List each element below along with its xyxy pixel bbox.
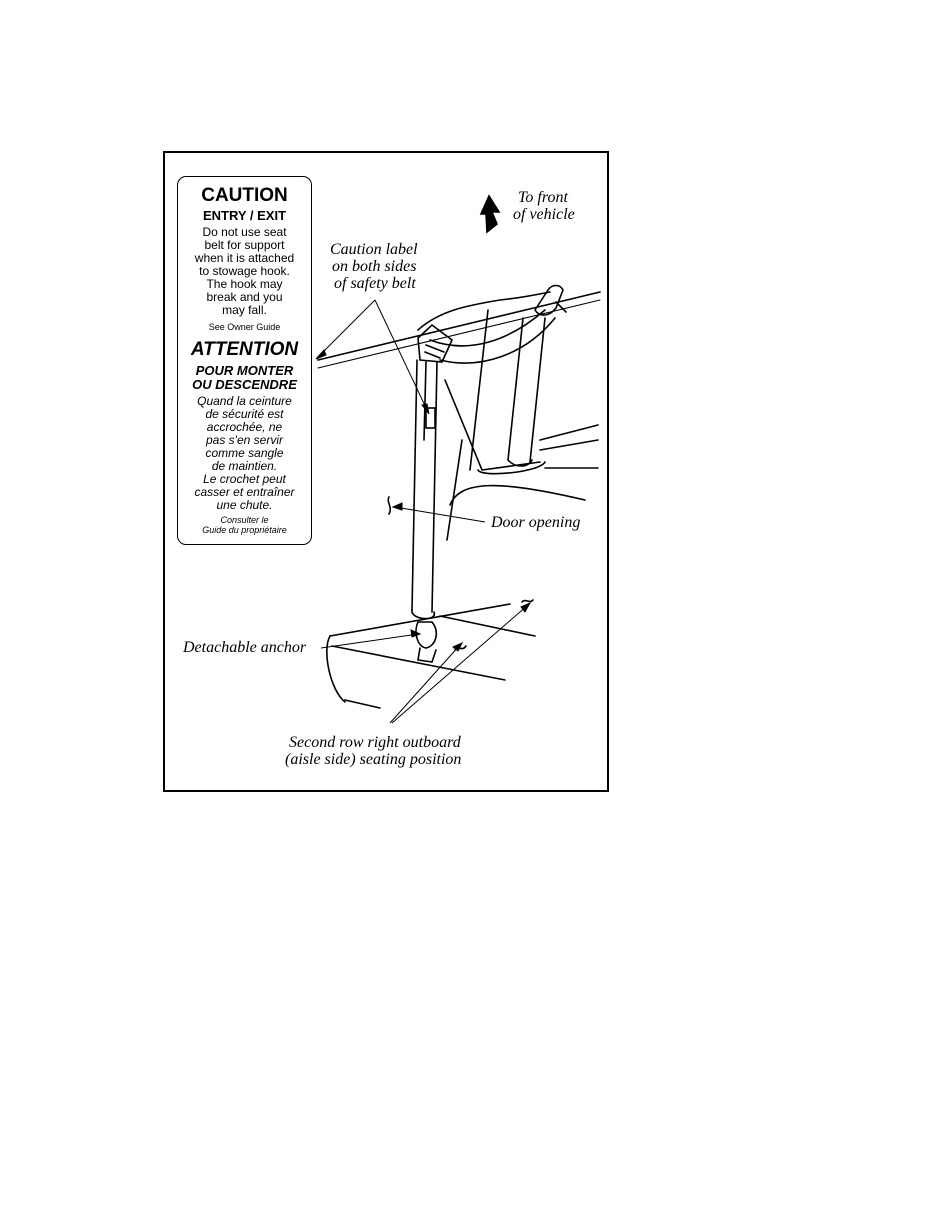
door-opening-label: Door opening bbox=[491, 514, 581, 531]
front-arrow-icon bbox=[481, 196, 499, 232]
consult-line: Consulter le bbox=[220, 515, 269, 525]
to-front-label: To front bbox=[518, 189, 568, 206]
caution-label-callout: on both sides bbox=[332, 258, 417, 275]
fr-heading: POUR MONTER bbox=[195, 363, 294, 378]
fr-heading: OU DESCENDRE bbox=[192, 377, 297, 392]
en-line: to stowage hook. bbox=[199, 264, 290, 278]
fr-line: Le crochet peut bbox=[203, 472, 286, 486]
en-line: break and you bbox=[206, 290, 283, 304]
seating-position-label: (aisle side) seating position bbox=[285, 751, 462, 768]
attention-title: ATTENTION bbox=[190, 339, 299, 360]
en-line: when it is attached bbox=[194, 251, 295, 265]
fr-line: accrochée, ne bbox=[206, 420, 283, 434]
see-owner-guide: See Owner Guide bbox=[208, 322, 281, 332]
en-line: belt for support bbox=[204, 238, 285, 252]
fr-line: Quand la ceinture bbox=[197, 394, 292, 408]
fr-line: une chute. bbox=[216, 498, 273, 512]
fr-line: pas s'en servir bbox=[206, 433, 283, 447]
caution-label-card bbox=[177, 176, 312, 545]
caution-label-callout: Caution label bbox=[330, 241, 418, 258]
to-front-label: of vehicle bbox=[513, 206, 575, 223]
fr-line: casser et entraîner bbox=[194, 485, 295, 499]
entry-exit-heading: ENTRY / EXIT bbox=[202, 208, 287, 223]
caution-label-callout: of safety belt bbox=[334, 275, 416, 292]
en-line: Do not use seat bbox=[202, 225, 287, 239]
caution-title: CAUTION bbox=[201, 185, 288, 206]
fr-line: de maintien. bbox=[211, 459, 278, 473]
seating-position-label: Second row right outboard bbox=[289, 734, 461, 751]
fr-line: de sécurité est bbox=[205, 407, 284, 421]
consult-line: Guide du propriétaire bbox=[202, 525, 287, 535]
fr-line: comme sangle bbox=[205, 446, 284, 460]
en-line: may fall. bbox=[222, 303, 267, 317]
detachable-anchor-label: Detachable anchor bbox=[183, 639, 307, 656]
en-line: The hook may bbox=[206, 277, 283, 291]
